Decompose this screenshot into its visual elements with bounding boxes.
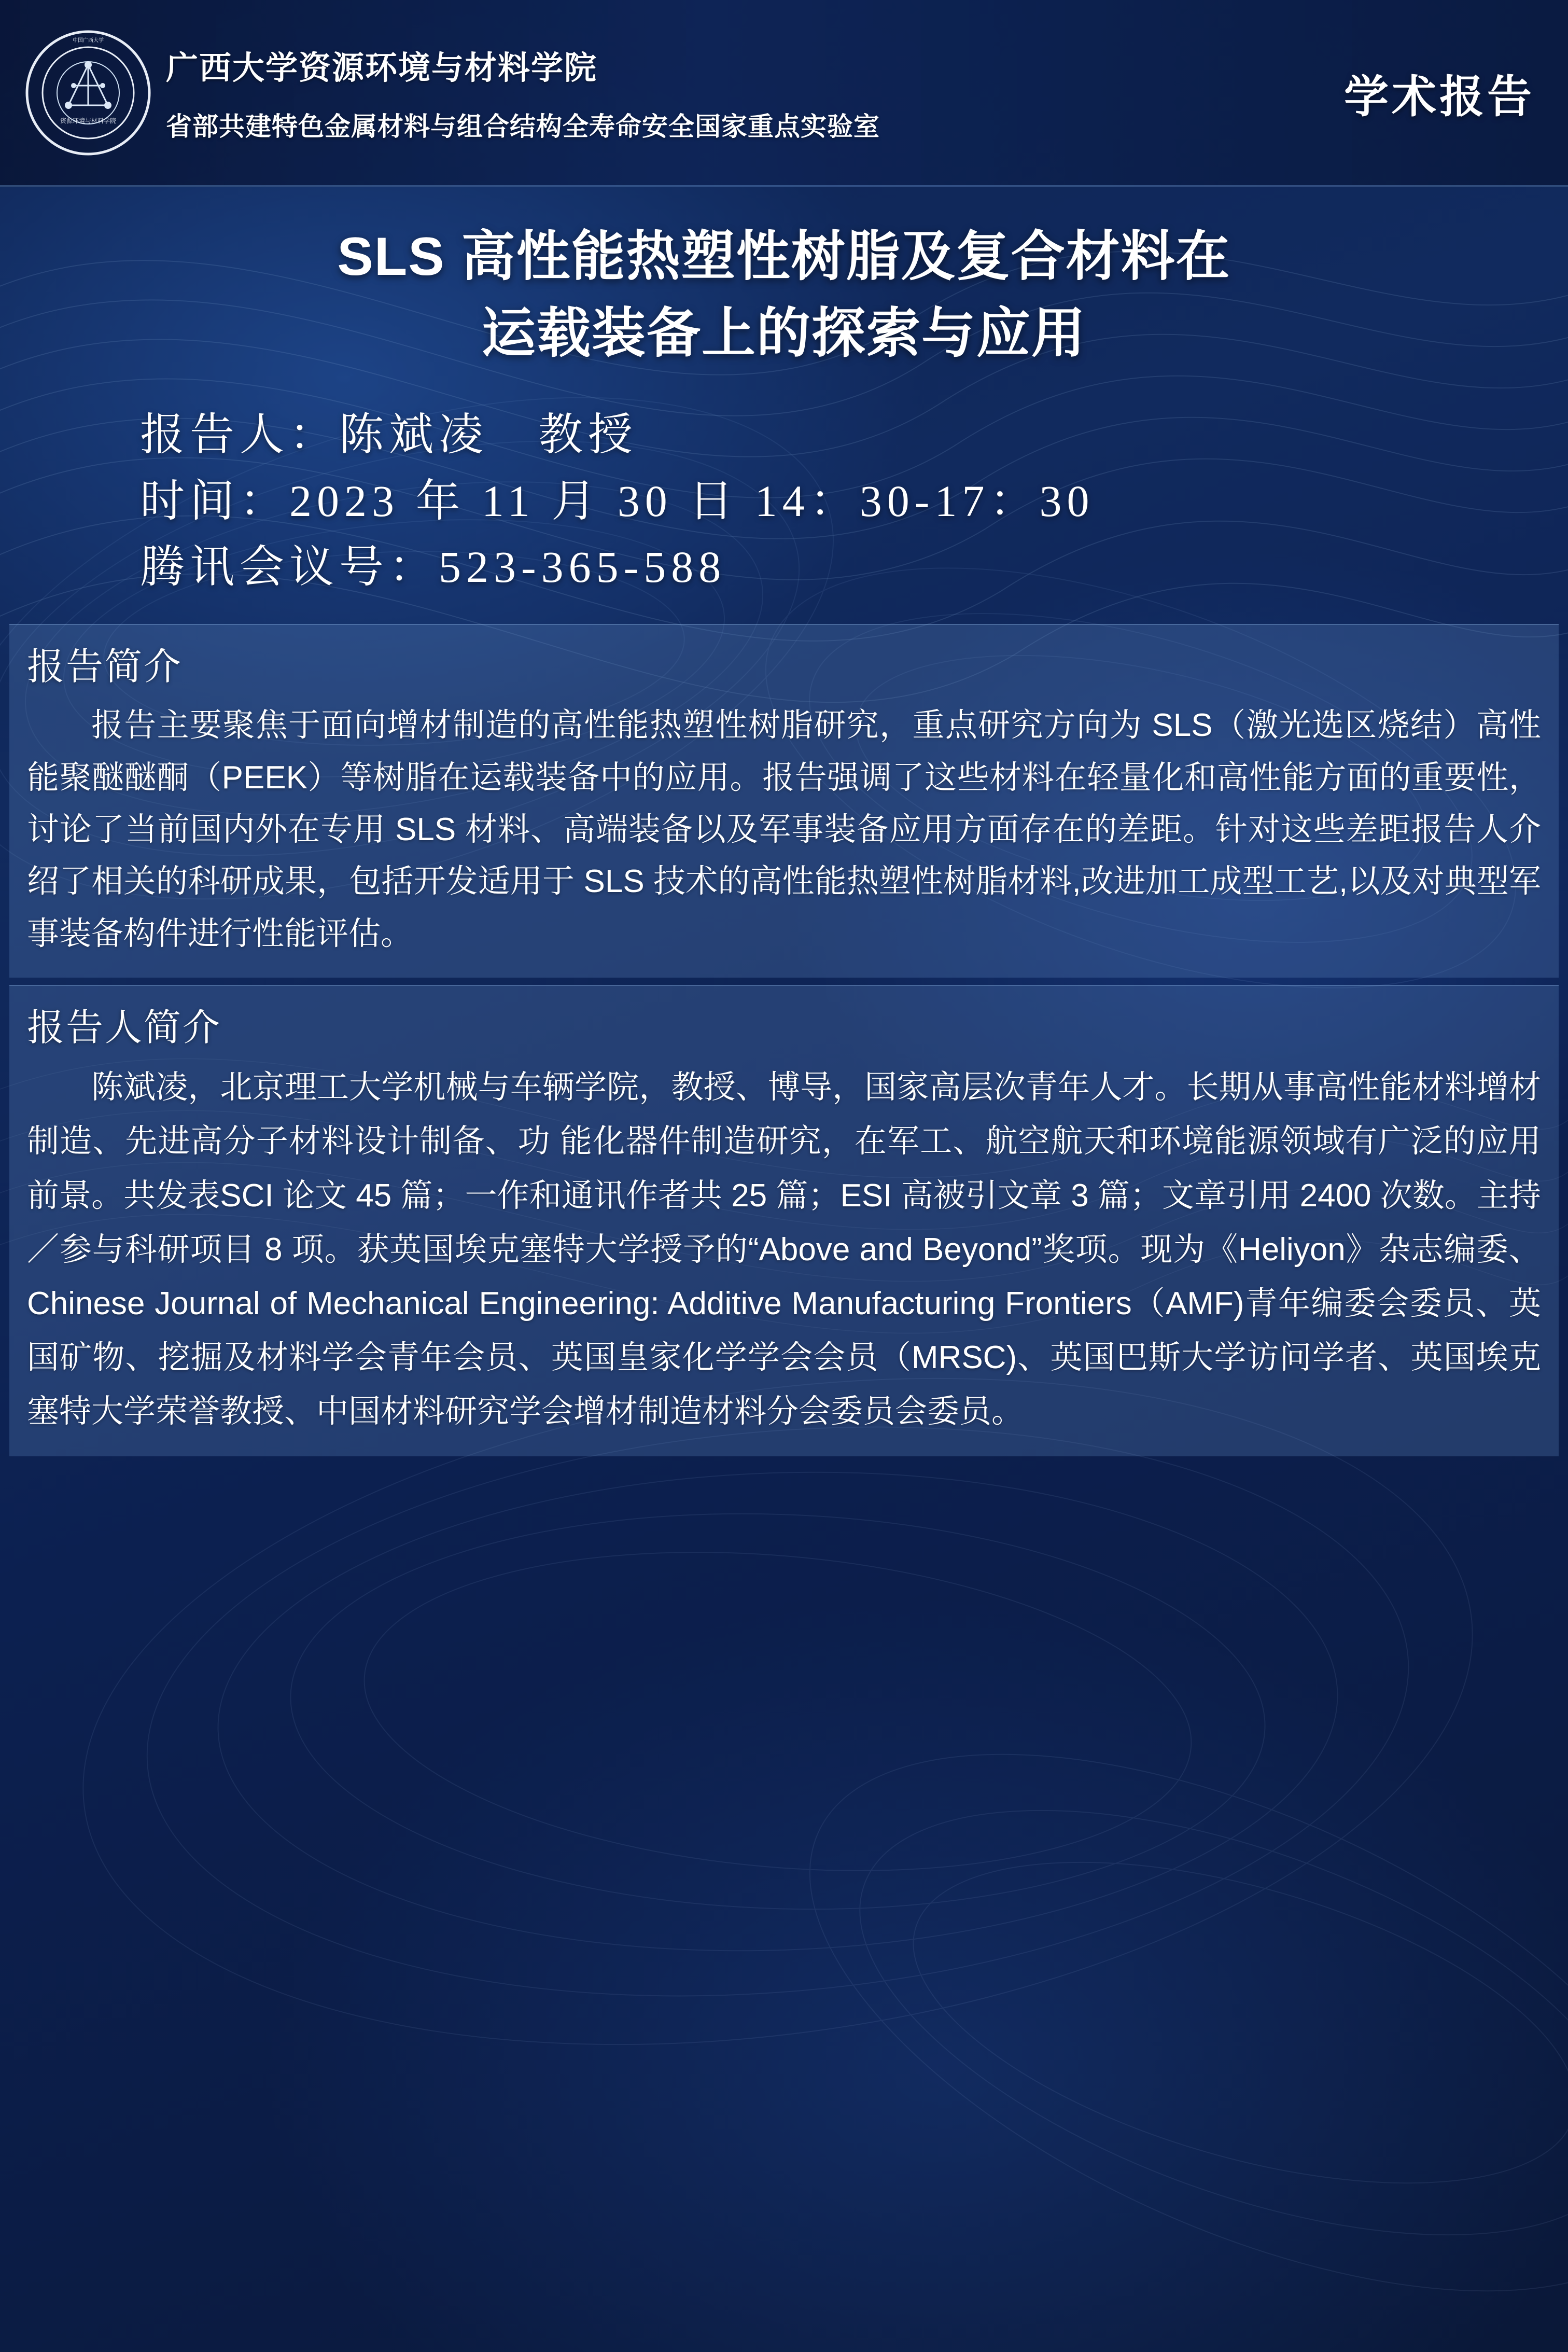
speaker-bio-panel (9, 985, 1559, 1456)
college-name: 广西大学资源环境与材料学院 (166, 50, 598, 86)
bio-title: 报告人简介 (27, 1007, 222, 1049)
poster-header (0, 0, 1568, 187)
abstract-title: 报告简介 (27, 646, 183, 688)
gxu-college-emblem-icon (24, 29, 152, 157)
svg-text:中国广西大学: 中国广西大学 (73, 37, 104, 44)
abstract-panel (9, 624, 1559, 978)
lab-name: 省部共建特色金属材料与组合结构全寿命安全国家重点实验室 (166, 112, 880, 141)
lecture-meta (0, 402, 1568, 600)
lecture-title (0, 219, 1568, 372)
title-line-1: SLS 高性能热塑性树脂及复合材料在 (337, 227, 1231, 287)
bio-body: 陈斌凌，北京理工大学机械与车辆学院，教授、博导，国家高层次青年人才。长期从事高性能材料增材制造、先进高分子材料设计制备、功 能化器件制造研究，在军工、航空航天和环境能源领域有广泛的应用前景。共发表SCI 论文 45 篇；一作和通讯作者共 25 篇；ESI 高被引文章 3 篇；文章引用 2400 次数。主持／参与科研项目 8 项。获英国埃克塞特大学授予的“Above and Beyond”奖项。现为《Heliyon》杂志编委、Chinese Journal of Mechanical Engineering: Additive Manufacturing Frontiers（AMF)青年编委会委员、英国矿物、挖掘及材料学会青年会员、英国皇家化学学会会员（MRSC)、英国巴斯大学访问学者、英国埃克塞特大学荣誉教授、中国材料研究学会增材制造材料分会委员会委员。 (27, 1069, 1541, 1430)
speaker-line: 报告人：陈斌凌 教授 (140, 410, 638, 460)
poster-badge: 学术报告 (1344, 72, 1535, 122)
meeting-id-line: 腾讯会议号：523-365-588 (140, 541, 726, 592)
organization-names (166, 42, 1344, 143)
title-line-2: 运载装备上的探索与应用 (481, 303, 1086, 364)
abstract-body: 报告主要聚焦于面向增材制造的高性能热塑性树脂研究，重点研究方向为 SLS（激光选区烧结）高性能聚醚醚酮（PEEK）等树脂在运载装备中的应用。报告强调了这些材料在轻量化和高性能方面的重要性，讨论了当前国内外在专用 SLS 材料、高端装备以及军事装备应用方面存在的差距。针对这些差距报告人介绍了相关的科研成果，包括开发适用于 SLS 技术的高性能热塑性树脂材料,改进加工成型工艺,以及对典型军事装备构件进行性能评估。 (27, 707, 1541, 952)
svg-text:资源环境与材料学院: 资源环境与材料学院 (60, 117, 117, 124)
time-line: 时间：2023 年 11 月 30 日 14：30-17：30 (140, 476, 1095, 526)
